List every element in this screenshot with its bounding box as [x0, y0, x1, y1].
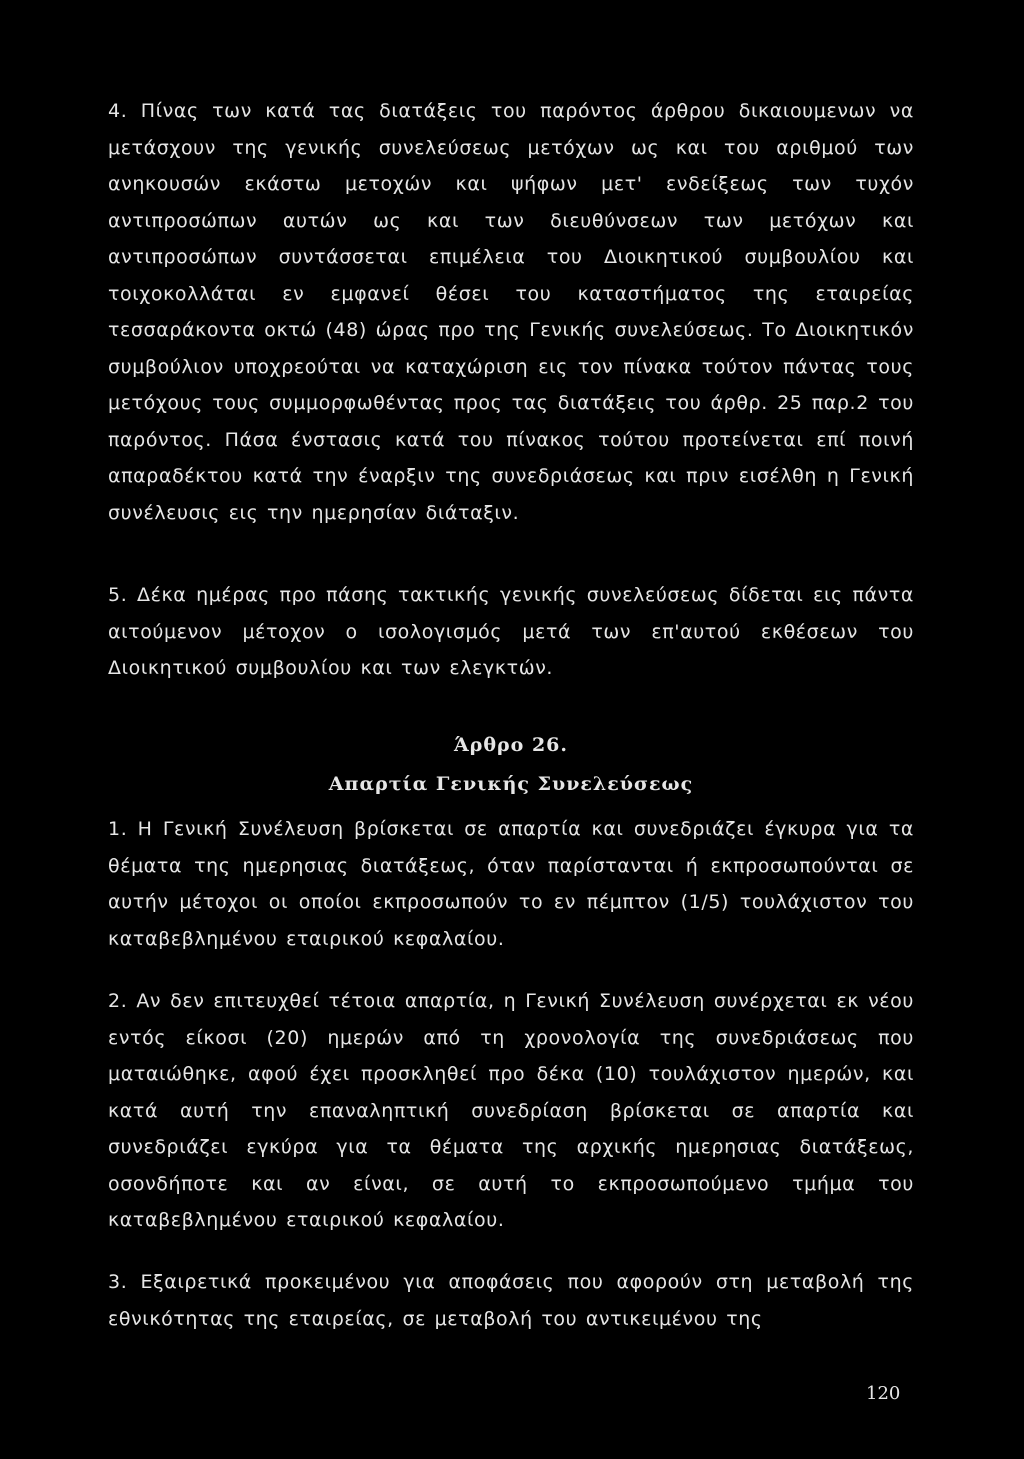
article-26-paragraph-1: 1. Η Γενική Συνέλευση βρίσκεται σε απαρτία και συνεδριάζει έγκυρα για τα θέματα της ημερησιας διατάξεως, όταν παρίστανται ή εκπροσωπούνται σε αυτήν μέτοχοι οι οποίοι εκπροσωπούν το εν πέμπτον (1/5) τουλάχιστον του καταβεβλημένου εταιρικού κεφαλαίου. — [108, 818, 914, 950]
paragraph-5: 5. Δέκα ημέρας προ πάσης τακτικής γενικής συνελεύσεως δίδεται εις πάντα αιτούμενον μέτοχον ο ισολογισμός μετά των επ'αυτού εκθέσεων του Διοικητικού συμβουλίου και των ελεγκτών. — [108, 584, 914, 679]
article-title: Άρθρο 26. — [453, 734, 569, 756]
page-number: 120 — [866, 1383, 901, 1404]
article-26-paragraph-3: 3. Εξαιρετικά προκειμένου για αποφάσεις που αφορούν στη μεταβολή της εθνικότητας της εταιρείας, σε μεταβολή του αντικειμένου της — [108, 1271, 914, 1330]
article-26-paragraph-2: 2. Αν δεν επιτευχθεί τέτοια απαρτία, η Γενική Συνέλευση συνέρχεται εκ νέου εντός είκοσι (20) ημερών από τη χρονολογία της συνεδριάσεως που ματαιώθηκε, αφού έχει προσκληθεί προ δέκα (10) τουλάχιστον ημερών, και κατά αυτή την επαναληπτική συνεδρίαση βρίσκεται σε απαρτία και συνεδριάζει εγκύρα για τα θέματα της αρχικής ημερησιας διατάξεως, οσονδήποτε και αν είναι, σε αυτή το εκπροσωπούμενο τμήμα του καταβεβλημένου εταιρικού κεφαλαίου. — [108, 990, 914, 1231]
article-subtitle: Απαρτία Γενικής Συνελεύσεως — [328, 773, 694, 795]
paragraph-4: 4. Πίνας των κατά τας διατάξεις του παρόντος άρθρου δικαιουμενων να μετάσχουν της γενικής συνελεύσεως μετόχων ως και του αριθμού των ανηκουσών εκάστω μετοχών και ψήφων μετ' ενδείξεως των τυχόν αντιπροσώπων αυτών ως και των διευθύνσεων των μετόχων και αντιπροσώπων συντάσσεται επιμέλεια του Διοικητικού συμβουλίου και τοιχοκολλάται εν εμφανεί θέσει του καταστήματος της εταιρείας τεσσαράκοντα οκτώ (48) ώρας προ της Γενικής συνελεύσεως. Το Διοικητικόν συμβούλιον υποχρεούται να καταχώριση εις τον πίνακα τούτον πάντας τους μετόχους τους συμμορφωθέντας προς τας διατάξεις του άρθρ. 25 παρ.2 του παρόντος. Πάσα ένστασις κατά του πίνακος τούτου προτείνεται επί ποινή απαραδέκτου κατά την έναρξιν της συνεδριάσεως και πριν εισέλθη η Γενική συνέλευσις εις την ημερησίαν διάταξιν. — [108, 100, 914, 524]
